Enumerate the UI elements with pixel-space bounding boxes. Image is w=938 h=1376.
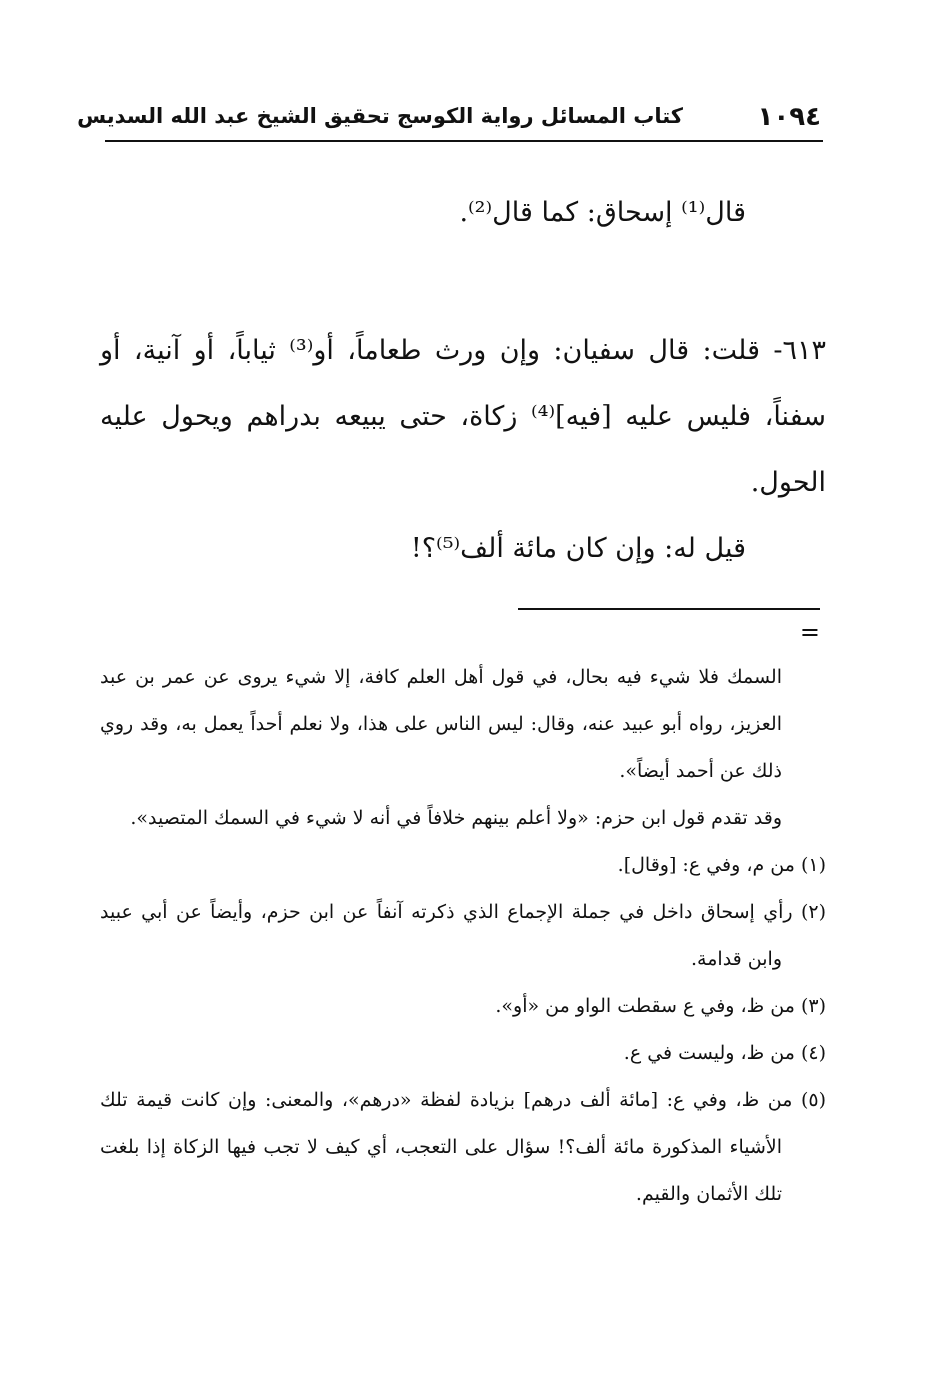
running-title: كتاب المسائل رواية الكوسج تحقيق الشيخ عبد الله السديس [77,104,683,128]
footnote-continuation-2: وقد تقدم قول ابن حزم: «ولا أعلم بينهم خلافاً في أنه لا شيء في السمك المتصيد». [130,807,782,829]
main-text-top [100,180,826,246]
footnote-3: (٣) من ظ، وفي ع سقطت الواو من «أو». [495,995,826,1017]
footnote-4: (٤) من ظ، وليست في ع. [623,1042,826,1064]
question-613: ٦١٣- قلت: قال سفيان: وإن ورث طعاماً، أو⁽³⁾ ثياباً، أو آنية، أو سفناً، فليس عليه [فيه]⁽⁴⁾ زكاة، حتى يبيعه بدراهم ويحول عليه الحول. [100,335,826,498]
footnote-separator [518,608,820,610]
footnotes [100,654,826,1218]
question-613-followup: قيل له: وإن كان مائة ألف⁽⁵⁾؟! [410,533,746,564]
main-text-613 [100,318,826,582]
footnote-continuation-1: السمك فلا شيء فيه بحال، في قول أهل العلم كافة، إلا شيء يروى عن عمر بن عبد العزيز، رواه أبو عبيد عنه، وقال: ليس الناس على هذا، ولا نعلم أحداً يعمل به، وقد روي ذلك عن أحمد أيضاً». [100,666,782,782]
footnote-continuation-mark: = [799,618,820,646]
ishaq-statement: قال⁽¹⁾ إسحاق: كما قال⁽²⁾. [459,197,746,228]
running-header [77,96,823,142]
footnote-1: (١) من م، وفي ع: [وقال]. [617,854,826,876]
page-number: ١٠٩٤ [757,102,821,132]
footnote-5: (٥) من ظ، وفي ع: [مائة ألف درهم] بزيادة لفظة «درهم»، والمعنى: وإن كانت قيمة تلك الأشياء المذكورة مائة ألف؟! سؤال على التعجب، أي كيف لا تجب فيها الزكاة إذا بلغت تلك الأثمان والقيم. [100,1089,826,1205]
footnote-2: (٢) رأي إسحاق داخل في جملة الإجماع الذي ذكرته آنفاً عن ابن حزم، وأيضاً عن أبي عبيد وابن قدامة. [100,901,826,970]
